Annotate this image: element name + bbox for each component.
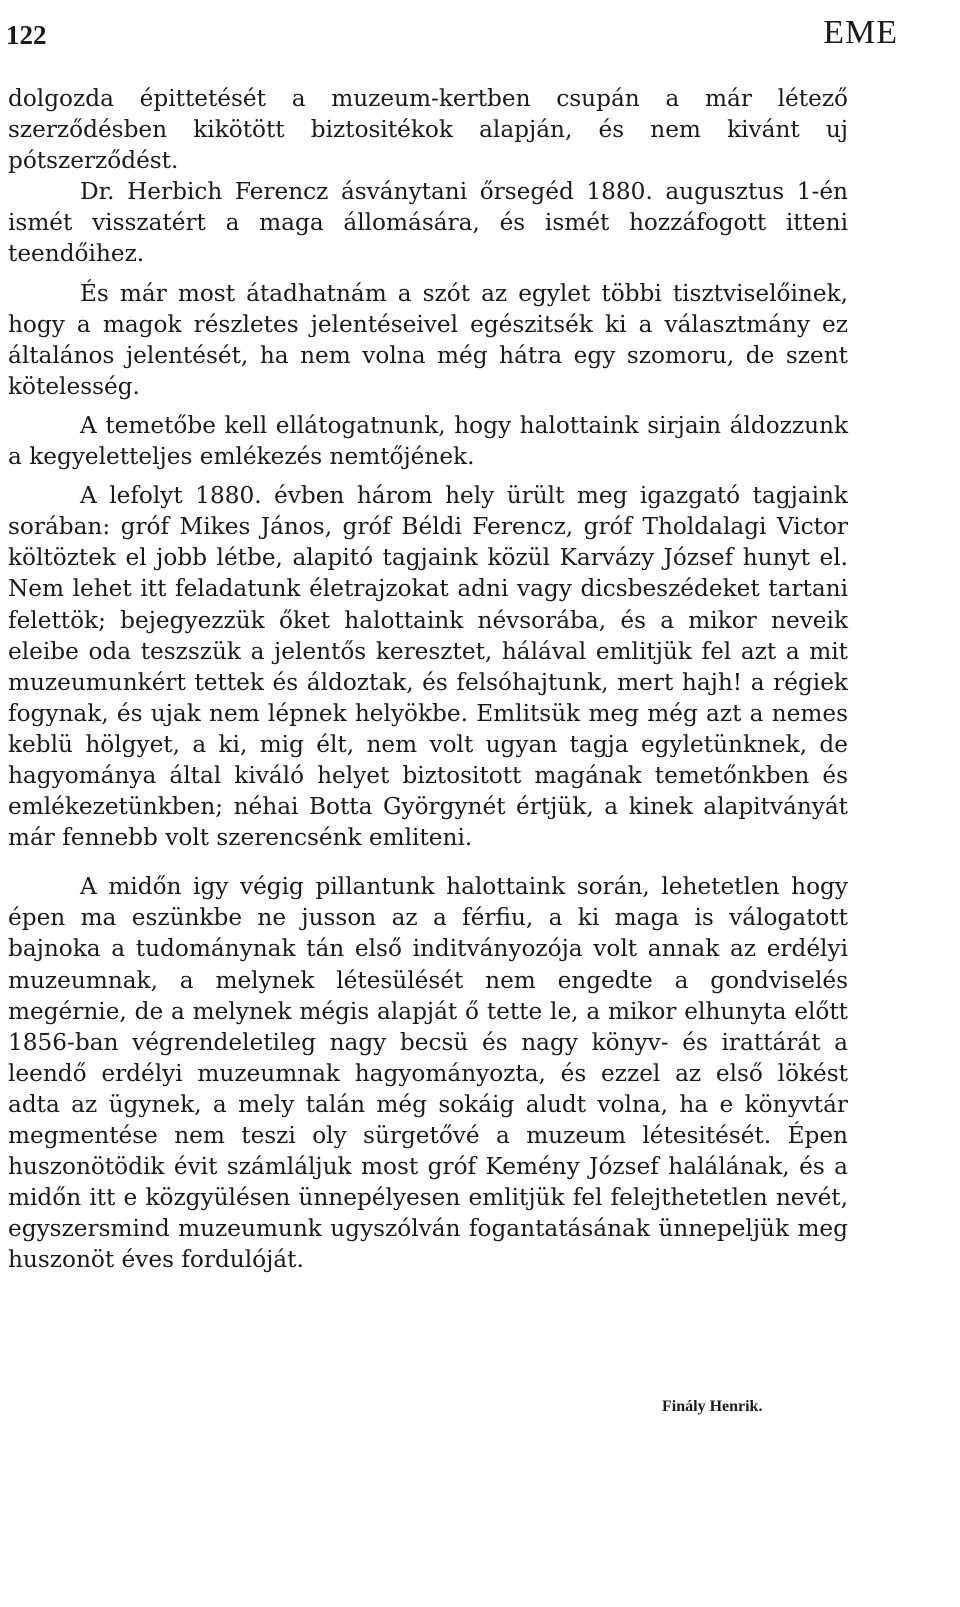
paragraph-5: A lefolyt 1880. évben három hely ürült meg igazgató tagjaink sorában: gróf Mikes János, gróf Béldi Ferencz, gróf Tholdalagi Victor költöztek el jobb létbe, alapitó tagjaink közül Karvázy József hunyt el. Nem lehet itt feladatunk életrajzokat adni vagy dicsbeszédeket tartani felettök; bejegyezzük őket halottaink névsorába, és a mikor neveik eleibe oda teszszük a jelentős keresztet, hálával emlitjük fel azt a mit muzeumunkért tettek és áldoztak, és felsóhajtunk, mert hajh! a régiek fogynak, és ujak nem lépnek helyökbe. Emlitsük meg még azt a nemes keblü hölgyet, a ki, mig élt, nem volt ugyan tagja egyletünknek, de hagyománya által kiváló helyet biztositott magának temetőnkben és emlékezetünkben; néhai Botta Györgynét értjük, a kinek alapitványát már fennebb volt szerencsénk emliteni. [8,482,848,852]
page-number: 122 [6,20,47,50]
body-text [8,83,848,1275]
paragraph-4: A temetőbe kell ellátogatnunk, hogy halottaink sirjain áldozzunk a kegyeletteljes emlékezés nemtőjének. [8,411,848,471]
paragraph-3: És már most átadhatnám a szót az egylet többi tisztviselőinek, hogy a magok részletes jelentéseivel egészitsék ki a választmány ez általános jelentését, ha nem volna még hátra egy szomoru, de szent kötelesség. [8,279,848,400]
paragraph-1: dolgozda épittetését a muzeum-kertben csupán a már létező szerződésben kikötött biztositékok alapján, és nem kivánt uj pótszerződést. [8,85,848,175]
page-header [0,0,960,70]
signature: Finály Henrik. [662,1398,763,1415]
journal-title: EME [823,14,898,51]
paragraph-2: Dr. Herbich Ferencz ásványtani őrsegéd 1880. augusztus 1-én ismét visszatért a maga állomására, és ismét hozzáfogott itteni teendőihez. [8,178,848,268]
paragraph-6: A midőn igy végig pillantunk halottaink során, lehetetlen hogy épen ma eszünkbe ne jusson az a férfiu, a ki maga is válogatott bajnoka a tudománynak tán első inditványozója volt annak az erdélyi muzeumnak, a melynek létesülését nem engedte a gondviselés megérnie, de a melynek mégis alapját ő tette le, a mikor elhunyta előtt 1856-ban végrendeletileg nagy becsü és nagy könyv- és irattárát a leendő erdélyi muzeumnak hagyományozta, és ezzel az első lökést adta az ügynek, a mely talán még sokáig aludt volna, ha e könyvtár megmentése nem teszi oly sürgetővé a muzeum létesitését. Épen huszonötödik évit számláljuk most gróf Kemény József halálának, és a midőn itt e közgyülésen ünnepélyesen emlitjük fel felejthetetlen nevét, egyszersmind muzeumunk ugyszólván fogantatásának ünnepeljük meg huszonöt éves fordulóját. [8,873,848,1274]
